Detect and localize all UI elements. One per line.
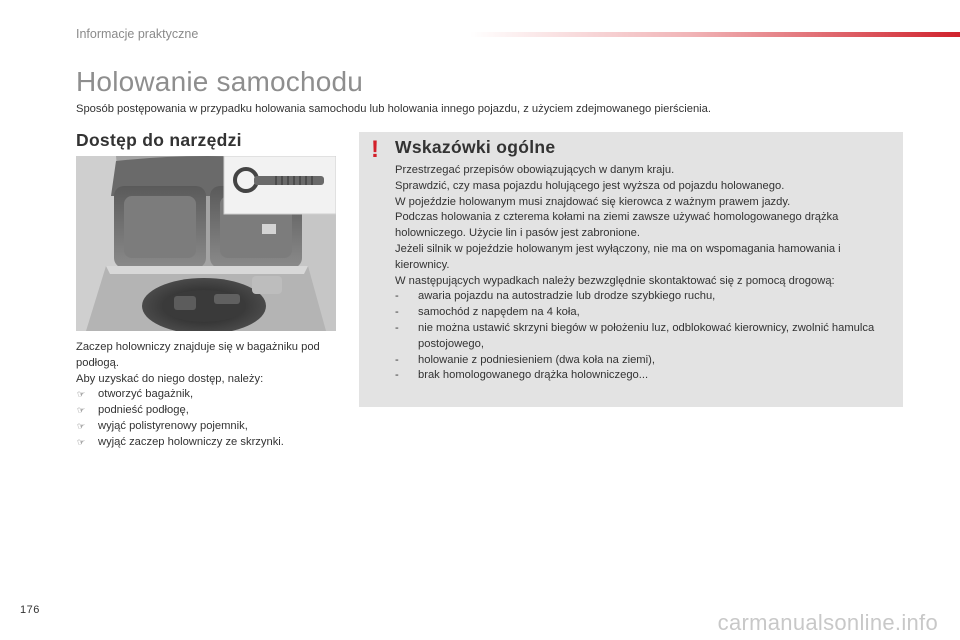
arrow-bullet-icon: ☞ bbox=[77, 420, 86, 431]
section-header: Informacje praktyczne bbox=[76, 27, 199, 41]
list-item: ☞ wyjąć polistyrenowy pojemnik, bbox=[76, 419, 346, 435]
steps-list bbox=[76, 387, 346, 450]
paragraph: Aby uzyskać do niego dostęp, należy: bbox=[76, 372, 264, 385]
list-item: - holowanie z podniesieniem (dwa koła na ziemi), bbox=[395, 353, 655, 366]
paragraph: Jeżeli silnik w pojeździe holowanym jest wyłączony, nie ma on wspomagania hamowania i kierownicy. bbox=[395, 242, 841, 271]
paragraph: Sprawdzić, czy masa pojazdu holującego jest wyższa od pojazdu holowanego. bbox=[395, 179, 785, 192]
arrow-bullet-icon: ☞ bbox=[77, 436, 86, 447]
trunk-photo bbox=[76, 156, 336, 331]
tools-access-heading: Dostęp do narzędzi bbox=[76, 130, 242, 150]
trunk-illustration bbox=[76, 156, 336, 331]
watermark: carmanualsonline.info bbox=[717, 610, 938, 635]
cases-list bbox=[395, 289, 895, 384]
list-item: - brak homologowanego drążka holowniczego... bbox=[395, 369, 649, 382]
tools-access-text bbox=[76, 340, 346, 451]
general-guidelines-heading: Wskazówki ogólne bbox=[395, 137, 556, 157]
list-item: - nie można ustawić skrzyni biegów w położeniu luz, odblokować kierownicy, zwolnić hamulca postojowego, bbox=[395, 321, 875, 350]
list-item: - awaria pojazdu na autostradzie lub drodze szybkiego ruchu, bbox=[395, 290, 716, 303]
intro-text: Sposób postępowania w przypadku holowania samochodu lub holowania innego pojazdu, z użyciem zdejmowanego pierścienia. bbox=[76, 103, 711, 115]
paragraph: Podczas holowania z czterema kołami na ziemi zawsze używać homologowanego drążka holowniczego. Użycie lin i pasów jest zabronione. bbox=[395, 211, 839, 240]
page-title: Holowanie samochodu bbox=[76, 66, 364, 97]
warning-icon: ! bbox=[371, 136, 379, 163]
list-item: - samochód z napędem na 4 koła, bbox=[395, 306, 580, 319]
page-number: 176 bbox=[20, 604, 40, 616]
list-item: ☞ podnieść podłogę, bbox=[76, 403, 346, 419]
paragraph: W następujących wypadkach należy bezwzględnie skontaktować się z pomocą drogową: bbox=[395, 274, 835, 287]
arrow-bullet-icon: ☞ bbox=[77, 389, 86, 400]
general-guidelines-text bbox=[395, 163, 895, 384]
list-item: ☞ wyjąć zaczep holowniczy ze skrzynki. bbox=[76, 435, 346, 451]
paragraph: W pojeździe holowanym musi znajdować się kierowca z ważnym prawem jazdy. bbox=[395, 195, 791, 208]
arrow-bullet-icon: ☞ bbox=[77, 405, 86, 416]
header-accent-bar bbox=[470, 32, 960, 37]
list-item: ☞ otworzyć bagażnik, bbox=[76, 387, 346, 403]
paragraph: Przestrzegać przepisów obowiązujących w danym kraju. bbox=[395, 164, 675, 176]
paragraph: Zaczep holowniczy znajduje się w bagażniku pod podłogą. bbox=[76, 341, 320, 369]
